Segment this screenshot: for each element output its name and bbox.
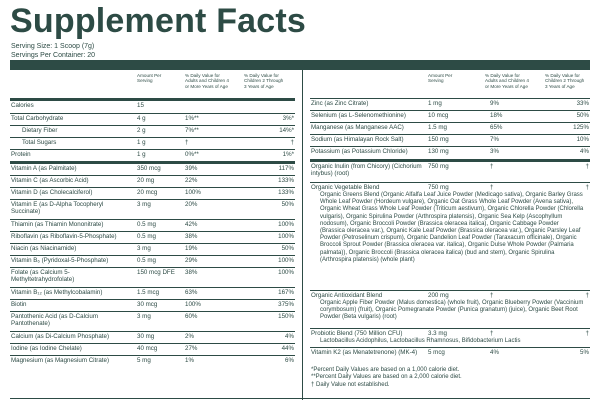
daily-value-child: 5% [580, 349, 589, 356]
nutrient-name: Organic Inulin (from Chicory) (Cichorium intybus) (root) [311, 163, 422, 178]
blend-ingredients: Organic Greens Blend (Organic Alfalfa Leaf Juice Powder (Medicago sativa), Organic Barley Grass Whole Leaf Powder (Hordeum vulgare), Organic Oat Grass Whole Leaf Powder (Avena sativa), Organic Wheat Grass Whole Leaf Powder (Triticum aestivum), Organic Chlorella Powder (Chlorella vulgaris), Organic Spirulina Powder (Arthrospira platensis), Organic Sea Kelp (Ascophyllum nodosum), Organic Broccoli Powder (Brassica oleracea italica), Organic Cabbage Powder (Brassica oleracea var.), Organic Kale Leaf Powder (Brassica oleracea var.), Organic Parsley Leaf Powder (Petroselinum crispum), Organic Dandelion Leaf Powder (Taraxacum officinale), Organic Broccoli Sprout Powder (Brassica oleracea var. italica), Organic Dulse Whole Powder (Palmaria palmata)), Organic Broccoli (Brassica oleracea italica) (bud and stem), Organic Spirulina (Arthrospira platensis) (whole plant) [320, 192, 584, 263]
daily-value-adult: † [490, 330, 494, 337]
blend-ingredients: Lactobacillus Acidophilus, Lactobacillus Rhamnosus, Bifidobacterium Lactis [320, 338, 521, 344]
nutrient-amount: 4 g [137, 115, 146, 122]
daily-value-adult: † [490, 163, 494, 170]
table-row [310, 134, 590, 146]
daily-value-adult: 29% [185, 257, 198, 264]
nutrient-amount: 3 mg [137, 313, 151, 320]
daily-value-adult: 27% [185, 345, 198, 352]
nutrient-name: Riboflavin (as Riboflavin-5-Phosphate) [11, 233, 117, 240]
table-row [10, 125, 295, 137]
daily-value-adult: 2% [185, 333, 194, 340]
daily-value-adult: 65% [490, 124, 503, 131]
daily-value-child: 1%* [282, 151, 294, 158]
daily-value-adult: 39% [185, 165, 198, 172]
daily-value-child: 133% [278, 189, 294, 196]
daily-value-adult: 3% [490, 148, 499, 155]
nutrient-name: Calcium (as Di-Calcium Phosphate) [11, 333, 109, 340]
daily-value-adult: 9% [490, 100, 499, 107]
header-dv-child-right: % Daily Value for Children 2 Through 3 Years of Age [545, 73, 585, 89]
table-row [10, 267, 295, 287]
daily-value-child: † [585, 163, 589, 170]
nutrient-amount: 3 mg [137, 201, 151, 208]
daily-value-child: 3%* [282, 115, 294, 122]
nutrient-amount: 20 mg [137, 177, 155, 184]
daily-value-child: 50% [281, 245, 294, 252]
daily-value-child: 50% [576, 112, 589, 119]
daily-value-child: 375% [278, 301, 294, 308]
table-row [10, 299, 295, 311]
daily-value-child: 14%* [279, 127, 294, 134]
table-row [310, 328, 590, 347]
nutrient-amount: 0.5 mg [137, 221, 156, 228]
nutrient-name: Zinc (as Zinc Citrate) [311, 100, 369, 107]
daily-value-child: 117% [278, 165, 294, 172]
daily-value-child: 133% [278, 177, 294, 184]
table-row [10, 113, 295, 125]
header-dv-adult-left: % Daily Value for Adults and Children 4 or More Years of Age [185, 73, 229, 89]
nutrient-name: Calories [11, 102, 34, 109]
nutrient-amount: 1 g [137, 139, 146, 146]
table-row [310, 146, 590, 159]
nutrient-amount: 200 mg [428, 292, 449, 299]
nutrient-name: Manganese (as Manganese AAC) [311, 124, 404, 131]
table-row [10, 219, 295, 231]
daily-value-child: 6% [285, 357, 294, 364]
daily-value-adult: 100% [185, 189, 201, 196]
table-row [10, 311, 295, 331]
footnote: † Daily Value not established. [311, 381, 390, 388]
header-dv-child-left: % Daily Value for Children 2 Through 3 Years of Age [244, 73, 284, 89]
nutrient-name: Protein [11, 151, 31, 158]
footnote: *Percent Daily Values are based on a 1,000 calorie diet. [311, 367, 460, 373]
nutrient-name: Total Carbohydrate [11, 115, 64, 122]
table-row [310, 122, 590, 134]
nutrient-name: Dietary Fiber [22, 127, 58, 134]
daily-value-child: 100% [278, 221, 294, 228]
daily-value-adult: 22% [185, 177, 198, 184]
nutrient-name: Vitamin A (as Palmitate) [11, 165, 77, 172]
blend-ingredients: Organic Apple Fiber Powder (Malus domestica) (whole fruit), Organic Blueberry Powder (Vaccinium corymbosum) (fruit), Organic Pomegranate Powder (Punica granatum) (juice), Organic Beet Root Powder (Beta vulgaris) (root) [320, 300, 584, 321]
table-row [10, 98, 295, 113]
table-row [310, 159, 590, 182]
table-row [310, 182, 590, 290]
right-nutrient-table [310, 98, 590, 359]
daily-value-adult: 38% [185, 269, 198, 276]
nutrient-name: Sodium (as Himalayan Rock Salt) [311, 136, 404, 143]
footnotes [311, 367, 462, 389]
nutrient-amount: 2 g [137, 127, 146, 134]
daily-value-adult: 60% [185, 313, 198, 320]
nutrient-amount: 750 mg [428, 163, 449, 170]
nutrient-name: Folate (as Calcium 5-Methyltetrahydrofolate) [11, 269, 75, 284]
daily-value-child: 150% [278, 313, 294, 320]
header-amount-right: Amount Per Serving [428, 73, 453, 84]
nutrient-name: Potassium (as Potassium Chloride) [311, 148, 408, 155]
daily-value-adult: 20% [185, 201, 198, 208]
nutrient-name: Organic Antioxidant Blend [311, 292, 383, 299]
nutrient-name: Vitamin E (as D-Alpha Tocopheryl Succinate) [11, 201, 104, 216]
nutrient-amount: 150 mg [428, 136, 449, 143]
table-row [10, 161, 295, 175]
header-dv-adult-right: % Daily Value for Adults and Children 4 or More Years of Age [485, 73, 529, 89]
bottom-divider [10, 398, 590, 399]
nutrient-name: Vitamin B₁₂ (as Methylcobalamin) [11, 289, 103, 296]
table-row [10, 137, 295, 149]
daily-value-child: 4% [580, 148, 589, 155]
nutrient-amount: 3.3 mg [428, 330, 447, 337]
nutrient-name: Pantothenic Acid (as D-Calcium Pantothenate) [11, 313, 99, 328]
nutrient-name: Iodine (as Iodine Chelate) [11, 345, 82, 352]
daily-value-child: 125% [573, 124, 589, 131]
nutrient-amount: 10 mcg [428, 112, 449, 119]
left-nutrient-table [10, 98, 295, 367]
serving-size: Serving Size: 1 Scoop (7g) [11, 43, 95, 50]
daily-value-adult: 18% [490, 112, 503, 119]
footnote: **Percent Daily Values are based on a 2,000 calorie diet. [311, 374, 462, 381]
table-row [10, 355, 295, 367]
daily-value-child: 50% [281, 201, 294, 208]
nutrient-name: Thiamin (as Thiamin Mononitrate) [11, 221, 104, 228]
nutrient-amount: 30 mcg [137, 301, 158, 308]
nutrient-amount: 1.5 mcg [137, 289, 160, 296]
table-row [310, 290, 590, 328]
daily-value-adult: 42% [185, 221, 198, 228]
daily-value-child: † [585, 292, 589, 299]
nutrient-amount: 130 mg [428, 148, 449, 155]
daily-value-child: † [585, 330, 589, 337]
column-divider [302, 60, 303, 400]
table-row [10, 287, 295, 299]
table-row [310, 110, 590, 122]
nutrient-amount: 30 mg [137, 333, 155, 340]
daily-value-child: 4% [285, 333, 294, 340]
daily-value-child: 33% [576, 100, 589, 107]
table-row [10, 343, 295, 355]
daily-value-adult: † [490, 292, 494, 299]
nutrient-amount: 1 g [137, 151, 146, 158]
table-row [10, 255, 295, 267]
nutrient-amount: 350 mcg [137, 165, 161, 172]
daily-value-adult: † [490, 184, 494, 191]
nutrient-amount: 1 mg [428, 100, 442, 107]
daily-value-child: 100% [278, 233, 294, 240]
table-row [10, 331, 295, 343]
nutrient-amount: 150 mcg DFE [137, 269, 175, 276]
daily-value-child: 167% [278, 289, 294, 296]
table-row [10, 243, 295, 255]
daily-value-adult: 0%** [185, 151, 199, 158]
table-row [10, 199, 295, 219]
nutrient-amount: 0.5 mg [137, 233, 156, 240]
table-row [10, 149, 295, 161]
nutrient-name: Probiotic Blend (750 Million CFU) [311, 330, 403, 337]
daily-value-adult: 100% [185, 301, 201, 308]
table-row [10, 175, 295, 187]
nutrient-amount: 1.5 mg [428, 124, 447, 131]
nutrient-amount: 20 mcg [137, 189, 158, 196]
header-amount-left: Amount Per Serving [137, 73, 162, 84]
nutrient-amount: 15 [137, 102, 144, 109]
nutrient-amount: 5 mg [137, 357, 151, 364]
nutrient-name: Organic Vegetable Blend [311, 184, 380, 191]
daily-value-child: 100% [278, 269, 294, 276]
daily-value-child: 44% [281, 345, 294, 352]
table-row [10, 187, 295, 199]
nutrient-name: Selenium (as L-Selenomethionine) [311, 112, 406, 119]
nutrient-name: Vitamin B₆ (Pyridoxal-5-Phosphate) [11, 257, 109, 264]
nutrient-name: Total Sugars [22, 139, 57, 146]
daily-value-adult: 38% [185, 233, 198, 240]
nutrient-name: Magnesium (as Magnesium Citrate) [11, 357, 110, 364]
nutrient-amount: 0.5 mg [137, 257, 156, 264]
daily-value-child: 10% [576, 136, 589, 143]
nutrient-amount: 750 mg [428, 184, 449, 191]
daily-value-child: 100% [278, 257, 294, 264]
daily-value-adult: 4% [490, 349, 499, 356]
page-title: Supplement Facts [10, 2, 307, 40]
top-divider-bar [10, 60, 590, 70]
daily-value-adult: † [185, 139, 189, 146]
nutrient-name: Biotin [11, 301, 27, 308]
daily-value-adult: 63% [185, 289, 198, 296]
daily-value-adult: 1%** [185, 115, 199, 122]
nutrient-name: Vitamin C (as Ascorbic Acid) [11, 177, 89, 184]
table-row [310, 347, 590, 359]
daily-value-adult: 7% [490, 136, 499, 143]
nutrient-name: Vitamin K2 (as Menatetrenone) (MK-4) [311, 349, 418, 356]
nutrient-name: Niacin (as Niacinamide) [11, 245, 77, 252]
servings-per-container: Servings Per Container: 20 [11, 52, 96, 59]
table-row [310, 98, 590, 110]
nutrient-amount: 3 mg [137, 245, 151, 252]
nutrient-name: Vitamin D (as Cholecalciferol) [11, 189, 93, 196]
table-row [10, 231, 295, 243]
nutrient-amount: 5 mcg [428, 349, 445, 356]
daily-value-child: † [585, 184, 589, 191]
nutrient-amount: 40 mcg [137, 345, 158, 352]
daily-value-adult: 7%** [185, 127, 199, 134]
daily-value-adult: 19% [185, 245, 198, 252]
daily-value-adult: 1% [185, 357, 194, 364]
daily-value-child: † [290, 139, 294, 146]
